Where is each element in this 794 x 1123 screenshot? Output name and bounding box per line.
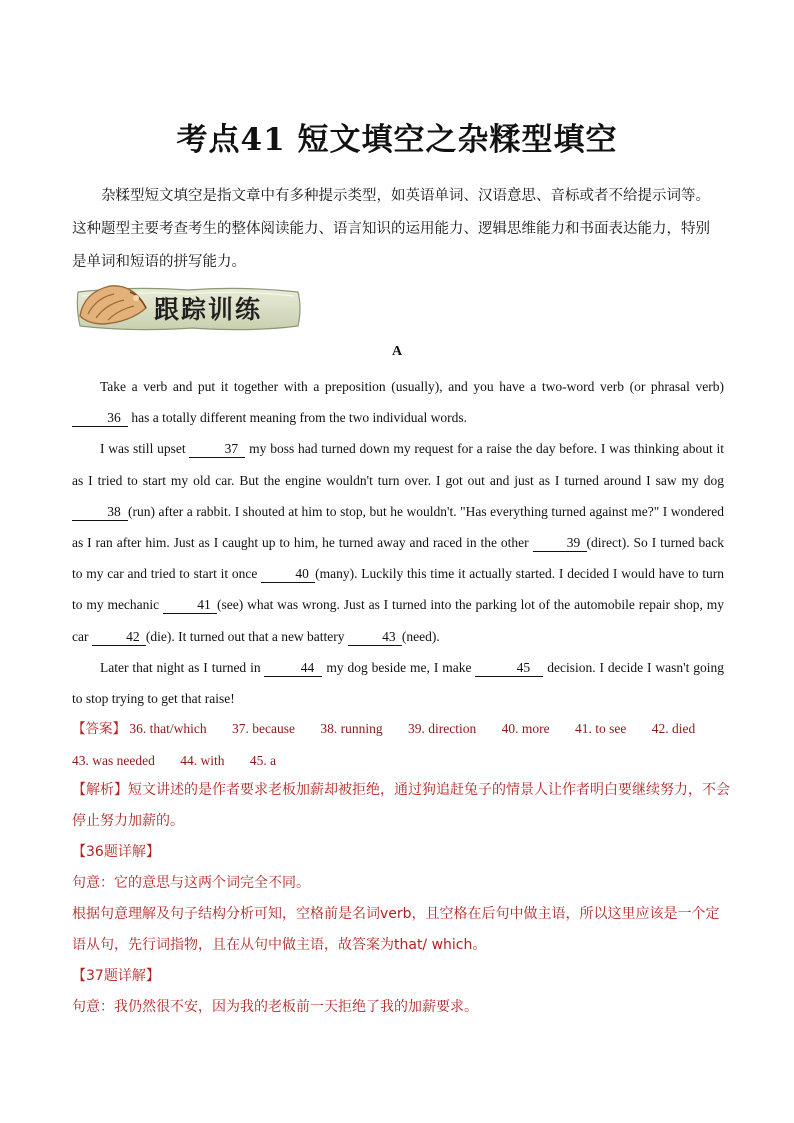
answer-block: [72, 713, 732, 776]
answer-item: 42. died: [651, 721, 696, 736]
passage-paragraph-3: Later that night as I turned in 44 my dog beside me, I make 45 decision. I decide I wasn't going to stop trying to get that raise!: [72, 659, 725, 707]
answer-item: 45. a: [249, 753, 277, 768]
cloze-passage: [72, 371, 724, 714]
answer-item: 41. to see: [574, 721, 627, 736]
intro-paragraph: 杂糅型短文填空是指文章中有多种提示类型，如英语单词、汉语意思、音标或者不给提示词等。这种题型主要考查考生的整体阅读能力、语言知识的运用能力、逻辑思维能力和书面表达能力，特别是单词和短语的拼写能力。: [72, 188, 710, 270]
q37-tag: 【37题详解】: [72, 968, 160, 984]
analysis-block: [72, 775, 732, 837]
section-banner: [72, 282, 304, 334]
blank-37[interactable]: 37: [189, 441, 245, 458]
conch-shell-icon: [74, 278, 150, 330]
blank-38[interactable]: 38: [72, 504, 128, 521]
section-heading: A: [391, 344, 403, 359]
answer-item: 43. was needed: [72, 753, 155, 768]
q36-explanation: 根据句意理解及句子结构分析可知，空格前是名词verb，且空格在后句中做主语，所以这里应该是一个定语从句，先行词指物，且在从句中做主语，故答案为that/ which。: [72, 906, 720, 953]
q37-meaning: 句意：我仍然很不安，因为我的老板前一天拒绝了我的加薪要求。: [72, 999, 478, 1015]
passage-paragraph-2: I was still upset 37 my boss had turned down my request for a raise the day before. I was thinking about it as I tried to start my old car. But the engine wouldn't turn over. I got out and just as I turned around I saw my dog 38 (run) after a rabbit. I shouted at him to stop, but he wouldn't. "Has everything turned against me?" I wondered as I ran after him. Just as I caught up to him, he turned away and raced in the other 39 (direct). So I turned back to my car and tried to start it once 40 (many). Luckily this time it actually started. I decided I would have to turn to my mechanic 41 (see) what was wrong. Just as I turned into the parking lot of the automobile repair shop, my car 42 (die). It turned out that a new battery 43 (need).: [72, 441, 725, 644]
answer-item: 39. direction: [407, 721, 477, 736]
answer-tag: 【答案】: [72, 721, 126, 737]
answer-item: 40. more: [501, 721, 550, 736]
answer-item: 37. because: [232, 721, 295, 736]
answer-item: 44. with: [180, 753, 225, 768]
answer-item: 36. that/which: [129, 721, 207, 736]
blank-45[interactable]: 45: [475, 660, 543, 677]
q36-tag: 【36题详解】: [72, 844, 160, 860]
blank-41[interactable]: 41: [163, 597, 217, 614]
blank-43[interactable]: 43: [348, 629, 402, 646]
blank-36[interactable]: 36: [72, 410, 128, 427]
answer-item: 38. running: [320, 721, 383, 736]
passage-paragraph-1: Take a verb and put it together with a preposition (usually), and you have a two-word verb (or phrasal verb) 36 has a totally different meaning from the two individual words.: [72, 371, 724, 433]
blank-39[interactable]: 39: [533, 535, 587, 552]
q36-meaning: 句意：它的意思与这两个词完全不同。: [72, 875, 310, 891]
blank-40[interactable]: 40: [261, 566, 315, 583]
analysis-tag: 【解析】: [72, 782, 128, 798]
banner-label: 跟踪训练: [154, 295, 263, 324]
blank-44[interactable]: 44: [264, 660, 322, 677]
analysis-text: 短文讲述的是作者要求老板加薪却被拒绝，通过狗追赶兔子的情景人让作者明白要继续努力，不会停止努力加薪的。: [72, 782, 730, 829]
blank-42[interactable]: 42: [92, 629, 146, 646]
page-title: 考点41 短文填空之杂糅型填空: [176, 122, 618, 158]
